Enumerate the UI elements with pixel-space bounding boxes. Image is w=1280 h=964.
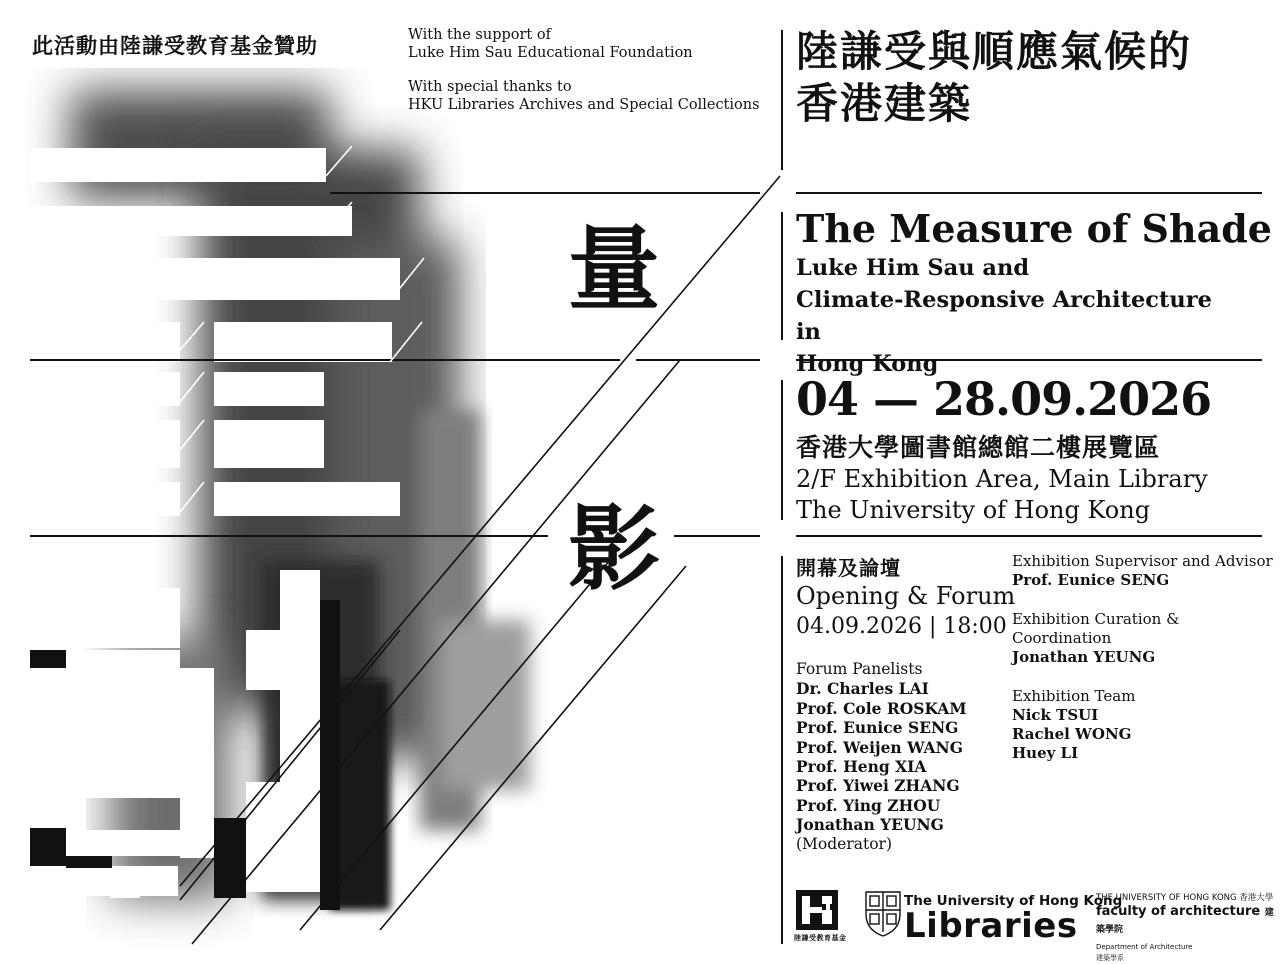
sponsor-chinese: 此活動由陸謙受教育基金贊助 (32, 33, 318, 58)
faculty-line2 (1096, 904, 1280, 938)
big-char-measure: 量 (567, 215, 660, 323)
title-chinese-line1: 陸謙受與順應氣候的 (796, 27, 1193, 76)
opening-chinese: 開幕及論壇 (796, 556, 901, 580)
faculty-name: faculty of architecture (1096, 904, 1261, 919)
luke-foundation-caption: 陸謙受教育基金 (794, 934, 847, 942)
credit-name: Rachel WONG (1012, 725, 1132, 743)
credit-curation (1012, 610, 1280, 667)
venue-chinese: 香港大學圖書館總館二樓展覽區 (796, 433, 1161, 462)
panelist: Prof. Cole ROSKAM (796, 698, 967, 718)
panelist: Prof. Eunice SENG (796, 718, 959, 738)
libraries-university-name: The University of Hong Kong (904, 893, 1123, 909)
credit-team (1012, 687, 1280, 763)
credit-name: Prof. Eunice SENG (1012, 571, 1170, 589)
support-line: With the support of (408, 27, 551, 43)
panelist: Prof. Ying ZHOU (796, 795, 941, 815)
faculty-architecture-logo (1096, 893, 1280, 964)
subtitle-line1: Luke Him Sau and (796, 255, 1030, 281)
luke-foundation-logo-mark (796, 890, 838, 930)
credit-heading: Exhibition Team (1012, 687, 1136, 705)
credit-name: Nick TSUI (1012, 706, 1099, 724)
exhibition-dates: 04 — 28.09.2026 (796, 372, 1212, 426)
opening-datetime: 04.09.2026 | 18:00 (796, 614, 1007, 639)
credit-name: Huey LI (1012, 744, 1079, 762)
opening-english: Opening & Forum (796, 582, 1016, 610)
panelist: Prof. Heng XIA (796, 757, 927, 777)
libraries-archives-name: HKU Libraries Archives and Special Collections (408, 97, 760, 113)
thanks-block (408, 78, 768, 114)
hku-libraries-logo (904, 893, 1123, 946)
big-char-shade: 影 (567, 495, 660, 603)
exhibition-credits (1012, 552, 1280, 783)
title-chinese (796, 26, 1192, 130)
subtitle-line3: Hong Kong (796, 351, 939, 377)
venue-english (796, 464, 1208, 526)
faculty-name-cn: 建築學院 (1096, 908, 1274, 935)
department-line1: Department of Architecture (1096, 943, 1193, 951)
panelist: Prof. Weijen WANG (796, 737, 963, 757)
title-english: The Measure of Shade (796, 206, 1272, 251)
credit-heading: Exhibition Curation & Coordination (1012, 610, 1180, 647)
credit-name: Jonathan YEUNG (1012, 648, 1156, 666)
panelist: Prof. Yiwei ZHANG (796, 776, 960, 796)
sponsor-english (408, 26, 768, 130)
thanks-line: With special thanks to (408, 79, 572, 95)
subtitle-english (796, 252, 1236, 380)
libraries-wordmark: Libraries (904, 906, 1078, 946)
hku-crest (866, 892, 900, 936)
moderator-note: (Moderator) (796, 834, 893, 853)
title-chinese-line2: 香港建築 (796, 79, 973, 128)
faculty-university-cn: 香港大學 (1239, 893, 1274, 903)
credit-supervisor (1012, 552, 1280, 590)
panelist: Dr. Charles LAI (796, 679, 929, 699)
panelists-heading: Forum Panelists (796, 660, 923, 678)
forum-panelists (796, 660, 967, 854)
faculty-line1 (1096, 893, 1280, 904)
credit-heading: Exhibition Supervisor and Advisor (1012, 552, 1273, 570)
faculty-university: THE UNIVERSITY OF HONG KONG (1096, 893, 1237, 903)
venue-line2: The University of Hong Kong (796, 496, 1151, 524)
subtitle-line2: Climate-Responsive Architecture in (796, 287, 1212, 345)
support-block (408, 26, 768, 62)
panelist: Jonathan YEUNG (796, 815, 944, 835)
foundation-name: Luke Him Sau Educational Foundation (408, 45, 693, 61)
venue-line1: 2/F Exhibition Area, Main Library (796, 465, 1208, 493)
department-line2: 建築學系 (1096, 954, 1124, 962)
